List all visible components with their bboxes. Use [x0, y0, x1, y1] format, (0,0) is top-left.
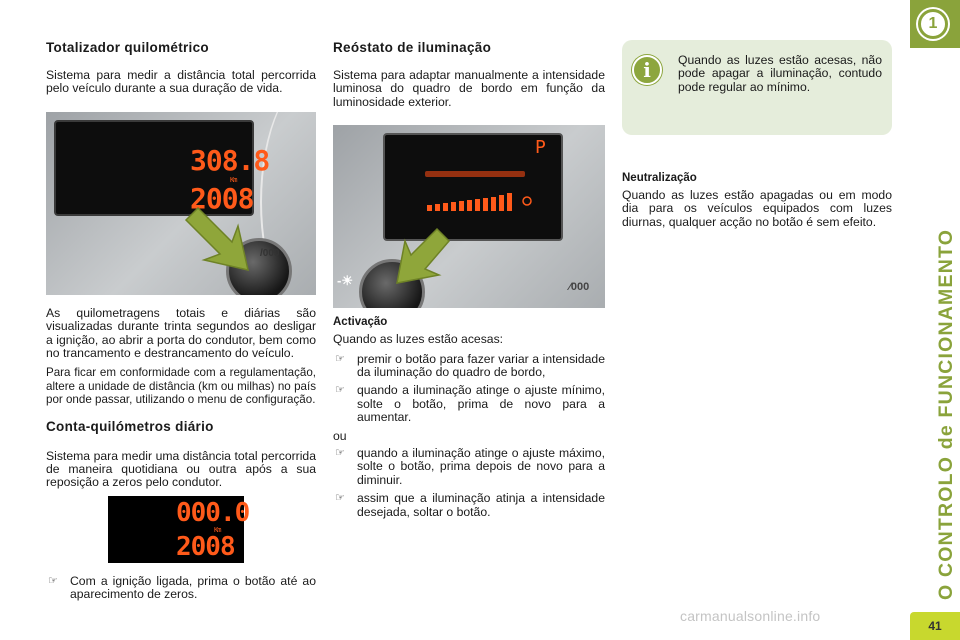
info-text: Quando as luzes estão acesas, não pode apagar a iluminação, contudo pode regular ao mínimo.	[678, 53, 882, 94]
or-separator: ou	[333, 428, 347, 443]
column-rheostat	[333, 40, 605, 524]
activation-bullet-2	[333, 384, 605, 424]
arrow-down-left-icon	[393, 227, 453, 287]
activation-bullet-1	[333, 353, 605, 380]
odometer-intro: Sistema para medir a distância total percorrida pelo veículo durante a sua duração de vida.	[46, 68, 316, 96]
pointing-hand-icon: ☞	[48, 574, 58, 587]
activation-bullet-4	[333, 492, 605, 519]
neutralization-text: Quando as luzes estão apagadas ou em modo dia para os veículos equipados com luzes diurnas, qualquer acção no botão é sem efeito.	[622, 188, 892, 229]
rheostat-lcd	[383, 133, 563, 241]
watermark: carmanualsonline.info	[680, 608, 821, 624]
trip-bullet-text: Com a ignição ligada, prima o botão até ao aparecimento de zeros.	[70, 573, 316, 602]
trip-bottom-digits: 2008	[176, 531, 235, 562]
odometer-trip-digits: 2008	[190, 181, 254, 215]
trip-unit: Km	[214, 525, 221, 534]
activation-title: Activação	[333, 316, 388, 329]
trip-bullet	[46, 575, 316, 602]
odometer-lcd	[54, 120, 270, 216]
pointing-hand-icon: ☞	[335, 352, 345, 365]
chapter-title: O CONTROLO de FUNCIONAMENTO	[935, 228, 957, 600]
pointing-hand-icon: ☞	[335, 384, 345, 397]
activation-lead: Quando as luzes estão acesas:	[333, 332, 504, 347]
trip-display-image	[108, 496, 250, 563]
neutralization-section	[622, 172, 892, 229]
activation-bullet-2-text: quando a iluminação atinge o ajuste mínimo, solte o botão, prima de novo para a aumentar.	[357, 383, 605, 425]
odometer-dashboard-image	[46, 112, 316, 295]
rheostat-intro: Sistema para adaptar manualmente a intensidade luminosa do quadro de bordo em função da luminosidade exterior.	[333, 68, 605, 109]
arrow-down-right-icon	[182, 204, 256, 278]
rheostat-title: Reóstato de iluminação	[333, 40, 492, 55]
pointing-hand-icon: ☞	[335, 492, 345, 505]
info-icon: i	[632, 55, 662, 85]
odometer-total-digits: 308.8	[190, 143, 270, 177]
brightness-symbol-icon: -☀	[337, 273, 353, 289]
trip-reset-symbol-icon: ⁄000	[569, 281, 590, 294]
pointing-hand-icon: ☞	[335, 447, 345, 460]
reset-knob-label: /000	[260, 247, 280, 259]
neutralization-title: Neutralização	[622, 172, 697, 184]
odometer-unit: Km	[230, 175, 237, 184]
info-box	[622, 40, 892, 135]
activation-bullet-3	[333, 447, 605, 487]
activation-bullet-4-text: assim que a iluminação atinja a intensidade desejada, soltar o botão.	[357, 491, 605, 519]
trip-title: Conta-quilómetros diário	[46, 418, 214, 434]
brightness-bar-icon	[415, 189, 545, 215]
odometer-para1: As quilometragens totais e diárias são visualizadas durante trinta segundos ao desligar a ignição, ao abrir a porta do condutor, bem como no trancamento e destrancamento do veículo.	[46, 305, 316, 361]
trip-top-digits: 000.0	[176, 497, 250, 528]
activation-bullet-1-text: premir o botão para fazer variar a intensidade da iluminação do quadro de bordo,	[357, 351, 605, 380]
odometer-para2: Para ficar em conformidade com a regulamentação, altere a unidade de distância (km ou milhas) no país por onde passar, utilizando o menu de configuração.	[46, 366, 316, 407]
odometer-title: Totalizador quilométrico	[46, 40, 209, 55]
trip-intro: Sistema para medir uma distância total percorrida de maneira quotidiana ou outra após a sua reposição a zeros pelo condutor.	[46, 448, 316, 490]
rheostat-dashboard-image	[333, 125, 605, 308]
chapter-number-badge: 1	[918, 9, 948, 39]
activation-bullet-3-text: quando a iluminação atinge o ajuste máximo, solte o botão, prima depois de novo para a diminuir.	[357, 446, 605, 487]
column-odometer	[46, 40, 316, 607]
lcd-letter: P	[535, 137, 545, 159]
page-number: 41	[910, 612, 960, 640]
